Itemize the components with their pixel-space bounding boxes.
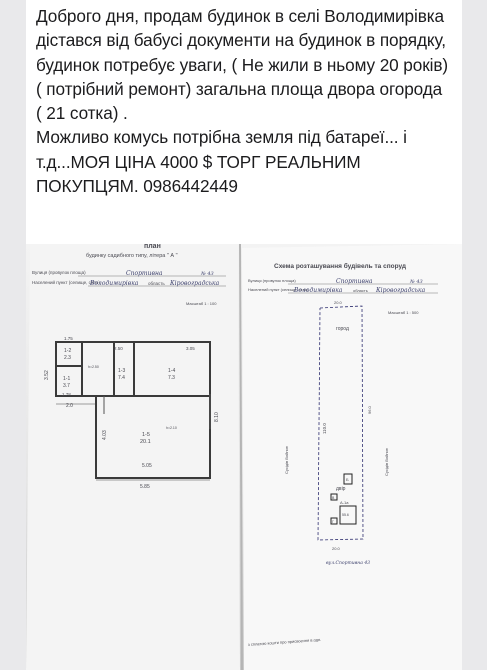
plan-header: план: [144, 244, 161, 250]
post-card: [26, 0, 462, 244]
post-text: Доброго дня, продам будинок в селі Володимирівка дістався від бабусі документи на будинок в порядку, будинок потребує уваги, ( Не жили в ньому 20 років)( потрібний ремонт) загальна площа двора огорода ( 21 сотка) . Можливо комусь потрібна земля під батареї... і т.д...МОЯ ЦІНА 4000 $ ТОРГ РЕАЛЬНИМ ПОКУПЦЯМ. 0986442449: [36, 6, 449, 197]
document-photo: [26, 244, 462, 670]
svg-text:5.05: 5.05: [142, 463, 152, 469]
svg-text:Сусідів Войнин: Сусідів Войнин: [284, 446, 289, 474]
site-plan-sheet: [242, 244, 462, 670]
room-1-4-id: 1-4: [168, 368, 176, 374]
svg-text:h=2.10: h=2.10: [166, 426, 177, 430]
plan-subheader: будинку садибного типу, літера " А ": [86, 253, 178, 259]
svg-text:3.52: 3.52: [44, 370, 50, 380]
scale-label: Масштаб 1 : 100: [186, 301, 217, 306]
site-plan-title: Схема розташування будівель та споруд: [274, 263, 407, 270]
room-1-2-area: 2.3: [64, 355, 71, 361]
footer-note: з сплатою кошти про присвоєння в.одн.: [247, 636, 322, 647]
svg-text:Кіровоградська: Кіровоградська: [376, 287, 426, 294]
attached-photo[interactable]: [26, 244, 462, 670]
svg-text:1.75: 1.75: [64, 336, 73, 341]
region-value: Кіровоградська: [170, 280, 220, 287]
svg-text:1.78: 1.78: [62, 392, 71, 397]
svg-text:20.0: 20.0: [334, 300, 342, 305]
region-label: область: [148, 281, 165, 286]
street-label: Вулиця (провулок площа): [32, 270, 86, 275]
svg-text:Масштаб 1 : 500: Масштаб 1 : 500: [388, 310, 419, 315]
svg-text:Населений пункт (селище, село): Населений пункт (селище, село): [248, 287, 309, 292]
svg-text:В: В: [332, 496, 335, 500]
room-1-5-id: 1-5: [142, 432, 150, 438]
svg-text:2.50: 2.50: [114, 346, 123, 351]
svg-text:2.0: 2.0: [66, 403, 73, 409]
settlement-label: Населений пункт (селище, село): [32, 280, 100, 285]
room-1-1-id: 1-1: [63, 376, 71, 382]
svg-text:Володимирівка: Володимирівка: [294, 287, 343, 294]
svg-text:h=2.50: h=2.50: [88, 365, 99, 369]
street-bottom-label: вул.Спортивна 43: [326, 561, 371, 566]
svg-text:96.0: 96.0: [367, 406, 372, 414]
yard-label: двір: [336, 486, 346, 492]
room-1-1-area: 3.7: [63, 383, 70, 389]
settlement-value: Володимирівка: [90, 280, 139, 287]
svg-text:5.85: 5.85: [140, 484, 150, 490]
svg-text:Б: Б: [346, 477, 349, 482]
svg-text:Спортивна: Спортивна: [336, 278, 373, 285]
garden-label: город: [336, 326, 349, 332]
svg-text:4.03: 4.03: [102, 430, 108, 440]
svg-text:8.10: 8.10: [214, 412, 220, 422]
house-no: № 43: [201, 271, 214, 277]
svg-text:Вулиця (провулок площа): Вулиця (провулок площа): [248, 278, 296, 283]
room-1-3-area: 7.4: [118, 375, 125, 381]
svg-text:3.05: 3.05: [186, 346, 195, 351]
svg-text:область: область: [353, 288, 368, 293]
svg-text:А-1а: А-1а: [340, 500, 349, 505]
svg-text:Г: Г: [332, 520, 334, 524]
svg-text:20.0: 20.0: [332, 546, 340, 551]
svg-text:110.0: 110.0: [322, 423, 327, 434]
room-1-4-area: 7.3: [168, 375, 175, 381]
svg-text:№ 43: № 43: [410, 279, 423, 285]
room-1-2-id: 1-2: [64, 348, 72, 354]
svg-text:55.6: 55.6: [342, 513, 349, 517]
street-value: Спортивна: [126, 270, 163, 277]
room-1-3-id: 1-3: [118, 368, 126, 374]
floor-plan-sheet: [26, 244, 240, 670]
svg-text:Сусідів Войнин: Сусідів Войнин: [384, 448, 389, 476]
room-1-5-area: 20.1: [140, 439, 151, 445]
